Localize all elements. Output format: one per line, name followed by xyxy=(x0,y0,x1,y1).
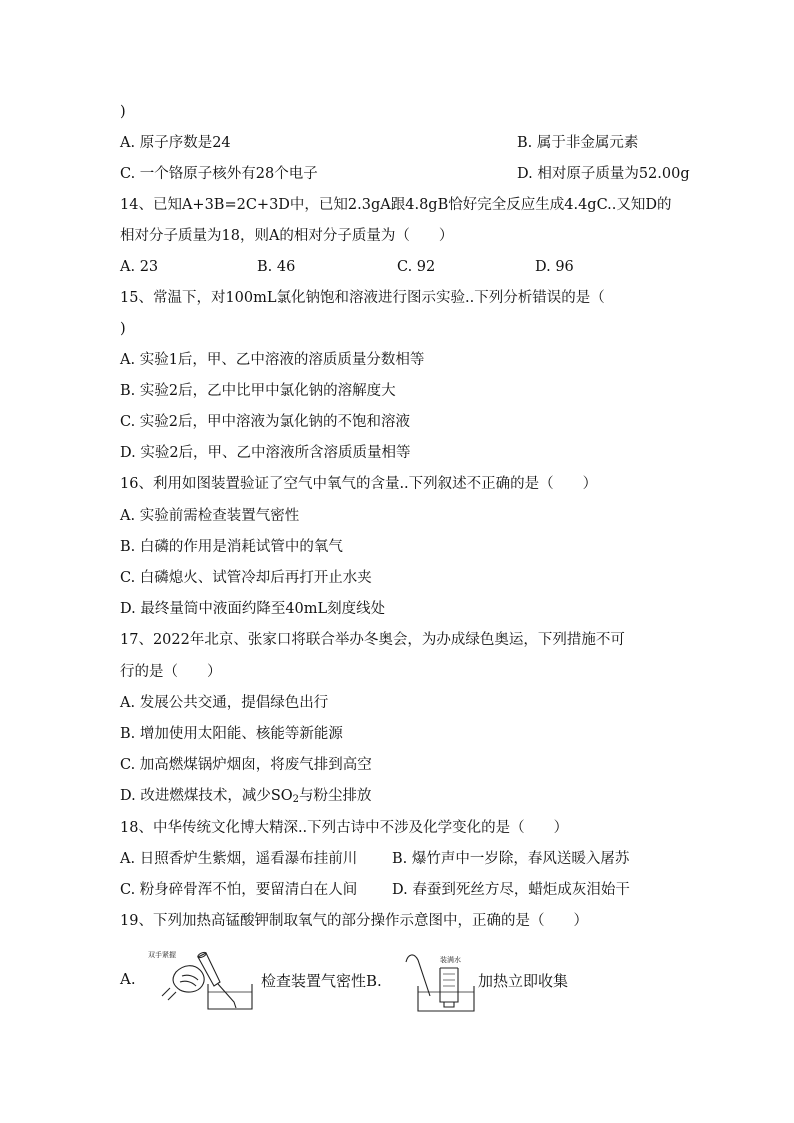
q17-option-d-subscript: 2 xyxy=(292,794,300,805)
q13-option-d[interactable]: D. 相对原子质量为52.00g xyxy=(517,166,690,182)
q15-option-b[interactable]: B. 实验2后，乙中比甲中氯化钠的溶解度大 xyxy=(120,383,396,399)
q15-option-a[interactable]: A. 实验1后，甲、乙中溶液的溶质质量分数相等 xyxy=(120,352,425,368)
q19-option-a-label[interactable]: A. xyxy=(120,970,136,988)
q15-option-c[interactable]: C. 实验2后，甲中溶液为氯化钠的不饱和溶液 xyxy=(120,414,411,430)
q14-option-d[interactable]: D. 96 xyxy=(535,259,574,275)
q19-stem: 19、下列加热高锰酸钾制取氧气的部分操作示意图中，正确的是（ ） xyxy=(120,913,588,929)
figure-label-full-water: 装满水 xyxy=(440,956,461,964)
q16-option-a[interactable]: A. 实验前需检查装置气密性 xyxy=(120,508,300,524)
airtightness-check-figure xyxy=(148,948,254,1010)
q14-stem-line-2: 相对分子质量为18，则A的相对分子质量为（ ） xyxy=(120,228,454,244)
q18-stem: 18、中华传统文化博大精深..下列古诗中不涉及化学变化的是（ ） xyxy=(120,820,569,836)
q13-options-row-1 xyxy=(120,133,639,153)
q16-stem: 16、利用如图装置验证了空气中氧气的含量..下列叙述不正确的是（ ） xyxy=(120,476,598,492)
q13-stem-tail: ) xyxy=(120,104,126,120)
q17-option-c[interactable]: C. 加高燃煤锅炉烟囱，将废气排到高空 xyxy=(120,757,372,773)
q17-stem-line-1: 17、2022年北京、张家口将联合举办冬奥会，为办成绿色奥运，下列措施不可 xyxy=(120,632,625,648)
q17-option-a[interactable]: A. 发展公共交通，提倡绿色出行 xyxy=(120,695,329,711)
q18-options-row-1 xyxy=(120,849,630,869)
q18-option-b[interactable]: B. 爆竹声中一岁除，春风送暖入屠苏 xyxy=(392,851,630,867)
q17-option-d-text-tail: 与粉尘排放 xyxy=(299,788,372,804)
figure-label-hands: 双手紧握 xyxy=(148,951,176,959)
q19-option-a-caption: 检查装置气密性B. xyxy=(261,972,382,990)
q17-option-d[interactable] xyxy=(120,786,372,810)
q17-option-d-text: D. 改进燃煤技术，减少SO xyxy=(120,788,293,804)
q13-option-b[interactable]: B. 属于非金属元素 xyxy=(517,135,639,151)
q14-option-c[interactable]: C. 92 xyxy=(397,259,436,275)
q16-option-b[interactable]: B. 白磷的作用是消耗试管中的氧气 xyxy=(120,539,343,555)
q18-option-d[interactable]: D. 春蚕到死丝方尽，蜡炬成灰泪始干 xyxy=(392,882,630,898)
gas-collection-figure xyxy=(400,950,476,1012)
q18-option-c[interactable]: C. 粉身碎骨浑不怕，要留清白在人间 xyxy=(120,882,358,898)
q14-option-b[interactable]: B. 46 xyxy=(257,259,296,275)
q16-option-d[interactable]: D. 最终量筒中液面约降至40mL刻度线处 xyxy=(120,601,386,617)
q15-option-d[interactable]: D. 实验2后，甲、乙中溶液所含溶质质量相等 xyxy=(120,445,411,461)
q16-option-c[interactable]: C. 白磷熄火、试管冷却后再打开止水夹 xyxy=(120,570,372,586)
q17-option-b[interactable]: B. 增加使用太阳能、核能等新能源 xyxy=(120,726,343,742)
q13-option-c[interactable]: C. 一个铬原子核外有28个电子 xyxy=(120,166,318,182)
q15-stem-line-1: 15、常温下，对100mL氯化钠饱和溶液进行图示实验..下列分析错误的是（ xyxy=(120,290,605,306)
q13-options-row-2 xyxy=(120,164,690,184)
q18-option-a[interactable]: A. 日照香炉生紫烟，遥看瀑布挂前川 xyxy=(120,851,358,867)
q17-stem-line-2: 行的是（ ） xyxy=(120,664,222,680)
q14-option-a[interactable]: A. 23 xyxy=(120,259,159,275)
q18-options-row-2 xyxy=(120,880,630,900)
q14-stem-line-1: 14、已知A+3B=2C+3D中，已知2.3gA跟4.8gB恰好完全反应生成4.4gC..又知D的 xyxy=(120,197,672,213)
q13-option-a[interactable]: A. 原子序数是24 xyxy=(120,135,231,151)
q15-stem-line-2: ) xyxy=(120,321,126,337)
q19-option-b-caption: 加热立即收集 xyxy=(478,972,569,990)
